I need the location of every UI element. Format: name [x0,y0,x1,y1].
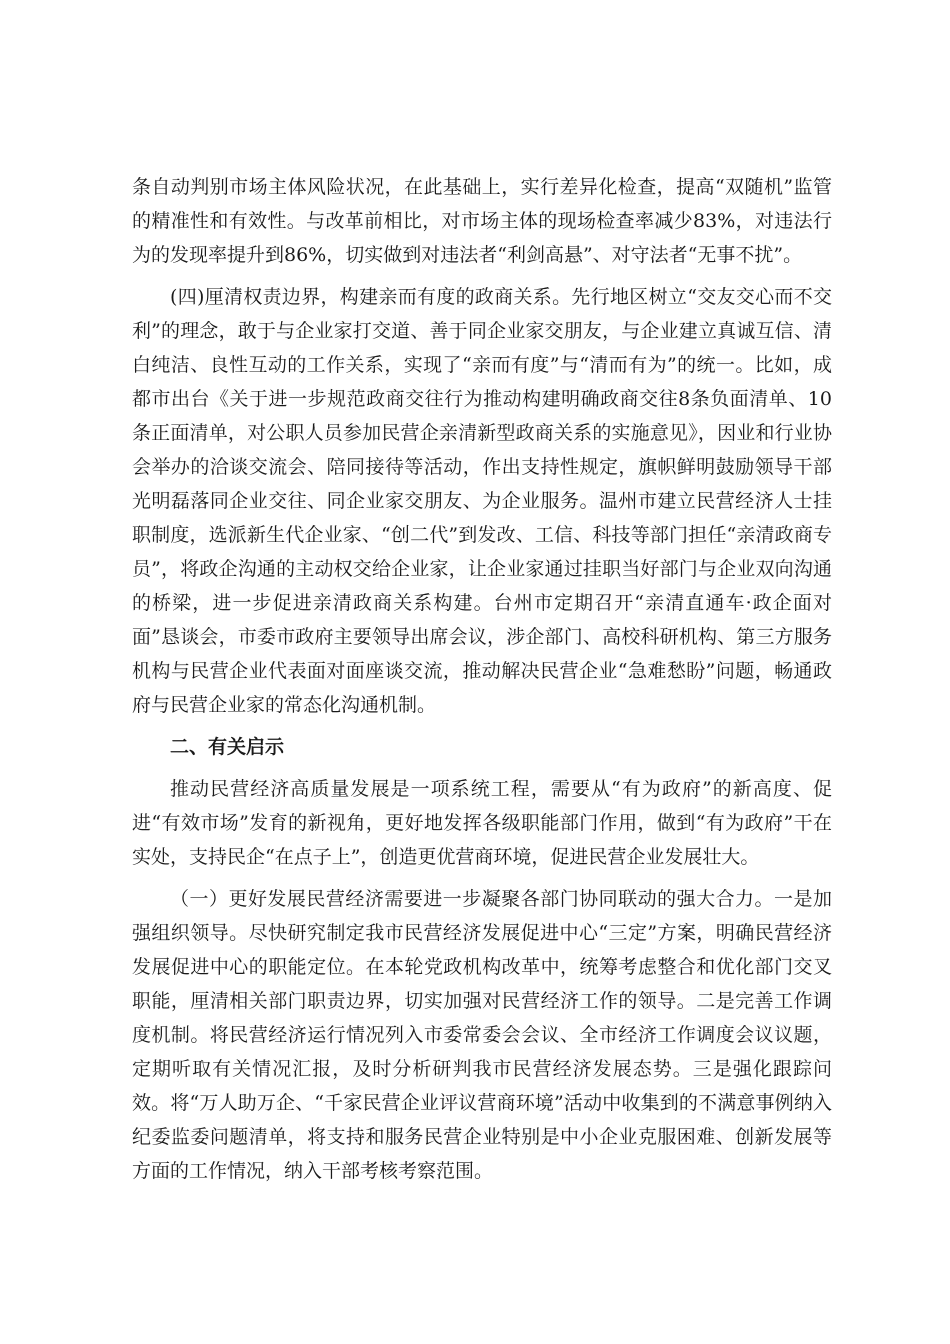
section-heading: 二、有关启示 [170,736,285,758]
paragraph-section-one: （一）更好发展民营经济需要进一步凝聚各部门协同联动的强大合力。一是加强组织领导。尽快研究制定我市民营经济发展促进中心“三定”方案，明确民营经济发展促进中心的职能定位。在本轮党政机构改革中，统筹考虑整合和优化部门交叉职能，厘清相关部门职责边界，切实加强对民营经济工作的领导。二是完善工作调度机制。将民营经济运行情况列入市委常委会会议、全市经济工作调度会议议题，定期听取有关情况汇报，及时分析研判我市民营经济发展态势。三是强化跟踪问效。将“万人助万企、“千家民营企业评议营商环境”活动中收集到的不满意事例纳入纪委监委问题清单，将支持和服务民营企业特别是中小企业克服困难、创新发展等方面的工作情况，纳入干部考核考察范围。 [132,888,832,1182]
paragraph-section-four: (四)厘清权责边界，构建亲而有度的政商关系。先行地区树立“交友交心而不交利”的理念，敢于与企业家打交道、善于同企业家交朋友，与企业建立真诚互信、清白纯洁、良性互动的工作关系，实现了“亲而有度”与“清而有为”的统一。比如，成都市出台《关于进一步规范政商交往行为推动构建明确政商交往8条负面清单、10条正面清单，对公职人员参加民营企亲清新型政商关系的实施意见》，因业和行业协会举办的洽谈交流会、陪同接待等活动，作出支持性规定，旗帜鲜明鼓励领导干部光明磊落同企业交往、同企业家交朋友、为企业服务。温州市建立民营经济人士挂职制度，选派新生代企业家、“创二代”到发改、工信、科技等部门担任“亲清政商专员”，将政企沟通的主动权交给企业家，让企业家通过挂职当好部门与企业双向沟通的桥梁，进一步促进亲清政商关系构建。台州市定期召开“亲清直通车·政企面对面”恳谈会，市委市政府主要领导出席会议，涉企部门、高校科研机构、第三方服务机构与民营企业代表面对面座谈交流，推动解决民营企业“急难愁盼”问题，畅通政府与民营企业家的常态化沟通机制。 [132,286,832,716]
paragraph-continued: 条自动判别市场主体风险状况，在此基础上，实行差异化检查，提高“双随机”监管的精准性和有效性。与改革前相比，对市场主体的现场检查率减少83%，对违法行为的发现率提升到86%，切实做到对违法者“利剑高悬”、对守法者“无事不扰”。 [132,176,832,266]
paragraph-intro: 推动民营经济高质量发展是一项系统工程，需要从“有为政府”的新高度、促进“有效市场”发育的新视角，更好地发挥各级职能部门作用，做到“有为政府”干在实处，支持民企“在点子上”，创造更优营商环境，促进民营企业发展壮大。 [132,778,832,868]
document-body [132,170,832,1196]
